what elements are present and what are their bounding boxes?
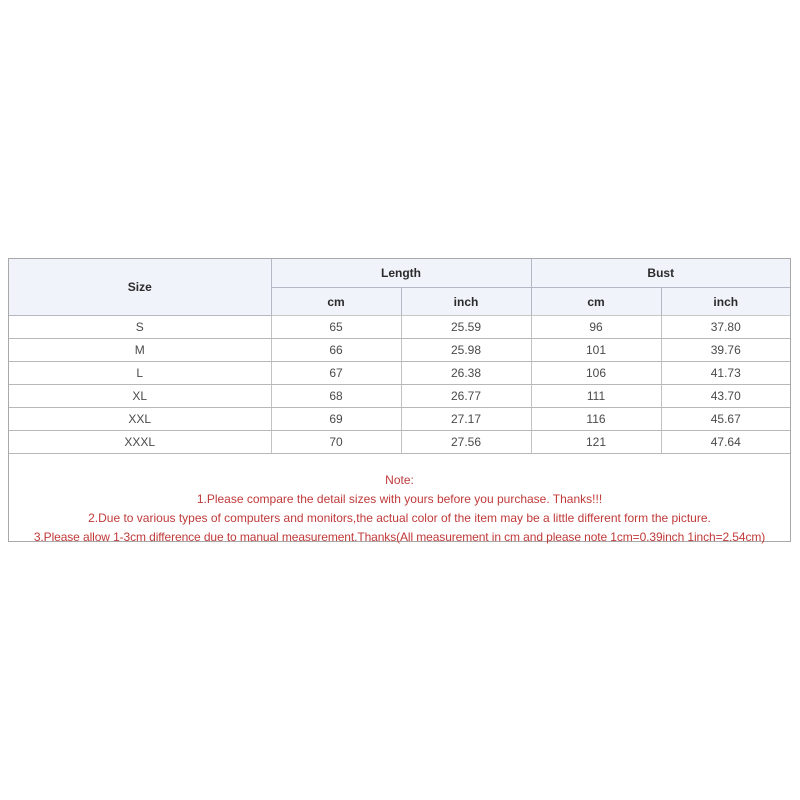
- length-cm-cell: 65: [271, 316, 401, 339]
- bust-cm-header: cm: [531, 288, 661, 316]
- bust-cm-cell: 121: [531, 431, 661, 454]
- size-cell: M: [9, 339, 271, 362]
- table-header-row-groups: [9, 259, 790, 288]
- length-group-header: Length: [271, 259, 531, 288]
- table-row: [9, 385, 790, 408]
- size-table: [9, 259, 790, 454]
- note-line-1: 1.Please compare the detail sizes with yours before you purchase. Thanks!!!: [196, 492, 603, 506]
- bust-inch-cell: 41.73: [661, 362, 790, 385]
- length-inch-cell: 27.17: [401, 408, 531, 431]
- length-inch-header: inch: [401, 288, 531, 316]
- length-inch-cell: 25.59: [401, 316, 531, 339]
- length-cm-cell: 67: [271, 362, 401, 385]
- length-cm-header: cm: [271, 288, 401, 316]
- table-row: [9, 362, 790, 385]
- size-cell: XXL: [9, 408, 271, 431]
- notes-block: [9, 471, 790, 547]
- bust-inch-header: inch: [661, 288, 790, 316]
- bust-cm-cell: 96: [531, 316, 661, 339]
- table-row: [9, 408, 790, 431]
- size-chart: [8, 258, 791, 542]
- bust-inch-cell: 39.76: [661, 339, 790, 362]
- table-row: [9, 316, 790, 339]
- length-cm-cell: 68: [271, 385, 401, 408]
- length-cm-cell: 66: [271, 339, 401, 362]
- bust-cm-cell: 111: [531, 385, 661, 408]
- bust-cm-cell: 101: [531, 339, 661, 362]
- size-cell: S: [9, 316, 271, 339]
- bust-inch-cell: 43.70: [661, 385, 790, 408]
- bust-inch-cell: 45.67: [661, 408, 790, 431]
- length-cm-cell: 70: [271, 431, 401, 454]
- length-inch-cell: 25.98: [401, 339, 531, 362]
- length-cm-cell: 69: [271, 408, 401, 431]
- note-line-2: 2.Due to various types of computers and monitors,the actual color of the item may be a little different form the picture.: [88, 511, 711, 525]
- length-inch-cell: 27.56: [401, 431, 531, 454]
- bust-cm-cell: 116: [531, 408, 661, 431]
- size-cell: L: [9, 362, 271, 385]
- length-inch-cell: 26.38: [401, 362, 531, 385]
- notes-title: Note:: [385, 473, 414, 487]
- size-column-header: Size: [9, 259, 271, 316]
- table-row: [9, 431, 790, 454]
- table-row: [9, 339, 790, 362]
- length-inch-cell: 26.77: [401, 385, 531, 408]
- size-cell: XL: [9, 385, 271, 408]
- bust-cm-cell: 106: [531, 362, 661, 385]
- bust-group-header: Bust: [531, 259, 790, 288]
- note-line-3: 3.Please allow 1-3cm difference due to manual measurement.Thanks(All measurement in cm and please note 1cm=0.39inch 1inch=2.54cm): [33, 530, 766, 544]
- bust-inch-cell: 37.80: [661, 316, 790, 339]
- bust-inch-cell: 47.64: [661, 431, 790, 454]
- size-cell: XXXL: [9, 431, 271, 454]
